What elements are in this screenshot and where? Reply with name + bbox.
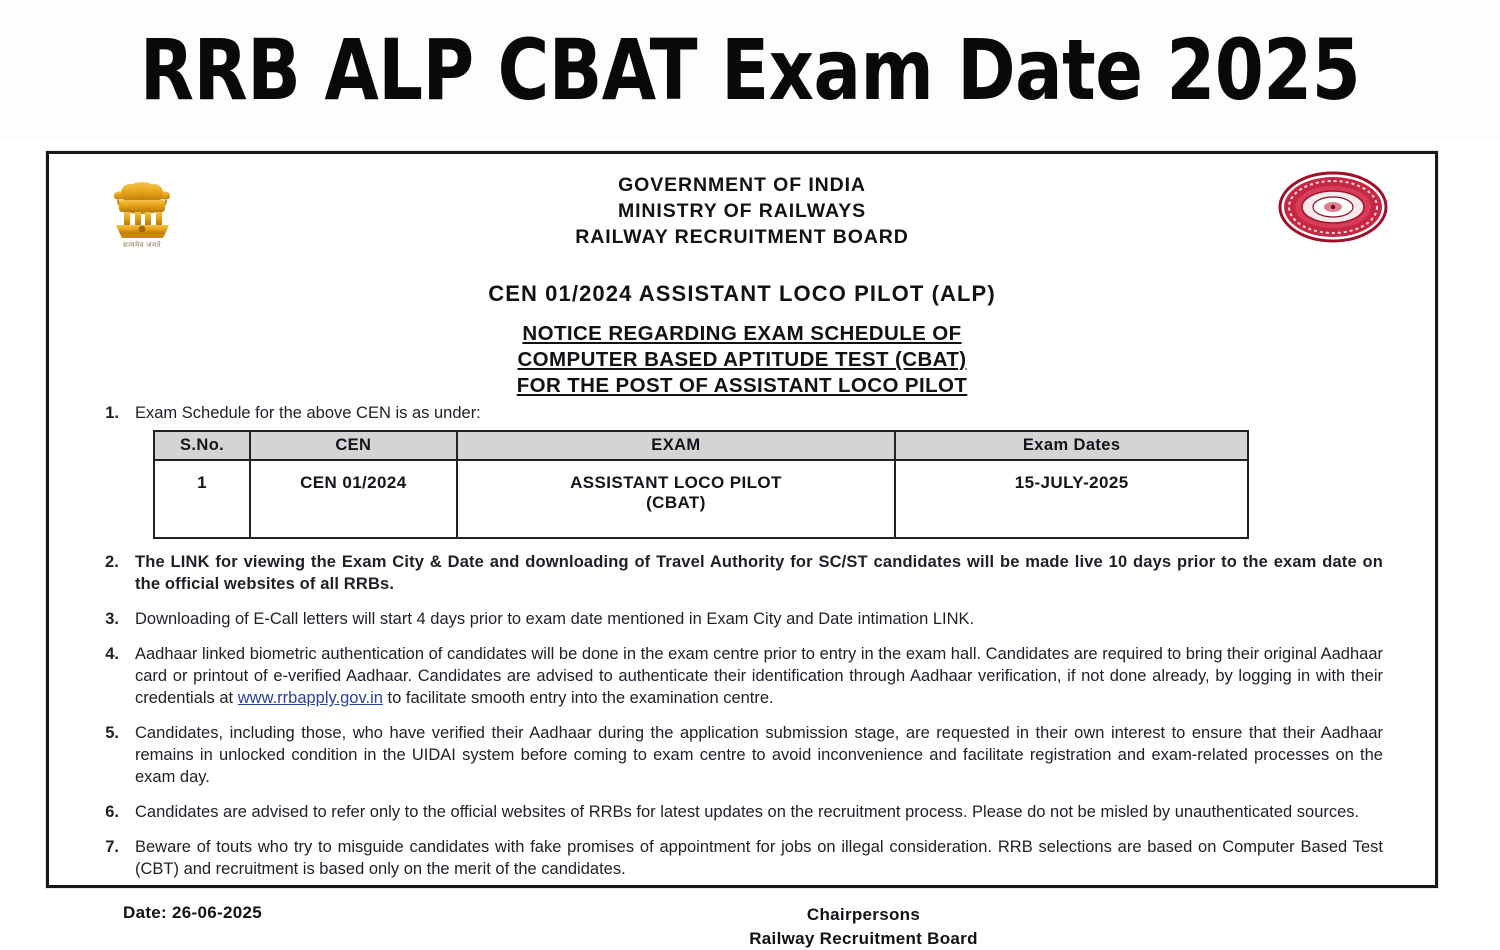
clause-7 — [79, 837, 1391, 881]
signature-organisation: Railway Recruitment Board — [749, 928, 978, 948]
clause-1-text: Exam Schedule for the above CEN is as under: — [135, 404, 481, 423]
gov-line-ministry: MINISTRY OF RAILWAYS — [617, 200, 867, 223]
table-header-sno: S.No. — [154, 431, 250, 460]
clause-area — [49, 404, 1435, 423]
gov-line-board: RAILWAY RECRUITMENT BOARD — [575, 226, 909, 249]
clause-3-number: 3. — [105, 610, 119, 629]
signature-designation: Chairpersons — [806, 904, 921, 924]
clause-2-text: The LINK for viewing the Exam City & Date and downloading of Travel Authority for SC/ST candidates will be made live 10 days prior to the exam date on the official websites of all RRBs. — [135, 553, 1383, 594]
table-header-row — [154, 431, 1248, 460]
cell-sno: 1 — [154, 460, 250, 538]
notice-title-line-2: COMPUTER BASED APTITUDE TEST (CBAT) — [517, 347, 967, 371]
notice-title-line-3: FOR THE POST OF ASSISTANT LOCO PILOT — [516, 373, 968, 397]
signature-block — [262, 903, 1345, 950]
clause-2-number: 2. — [104, 553, 119, 572]
rrbapply-link[interactable]: www.rrbapply.gov.in — [237, 689, 383, 708]
clause-4-text-after-link: to facilitate smooth entry into the examination centre. — [382, 689, 774, 708]
cell-exam — [457, 460, 896, 538]
notice-document — [46, 151, 1438, 948]
cell-dates: 15-JULY-2025 — [895, 460, 1248, 538]
document-header — [49, 154, 1435, 266]
clause-4-number: 4. — [105, 645, 119, 664]
clause-1 — [79, 404, 1391, 423]
clause-7-number: 7. — [105, 837, 119, 856]
government-heading — [49, 154, 1435, 250]
clause-list — [79, 552, 1391, 880]
clause-2 — [79, 552, 1391, 596]
clause-5-number: 5. — [105, 724, 119, 743]
clause-6-text: Candidates are advised to refer only to the official websites of RRBs for latest updates on the recruitment process. Please do not be misled by unauthenticated sources. — [135, 802, 1360, 821]
clause-6-number: 6. — [105, 802, 119, 821]
notice-document-wrapper — [0, 140, 1500, 948]
page-title-banner — [0, 0, 1500, 140]
table-header-dates: Exam Dates — [895, 431, 1248, 460]
table-header-cen: CEN — [250, 431, 456, 460]
svg-text:सत्यमेव जयते: सत्यमेव जयते — [123, 241, 161, 249]
railway-recruitment-board-seal-icon — [1277, 170, 1389, 244]
document-footer — [49, 903, 1435, 950]
cen-subheading: CEN 01/2024 ASSISTANT LOCO PILOT (ALP) — [488, 281, 996, 306]
clause-list-area — [49, 552, 1435, 880]
cell-cen: CEN 01/2024 — [250, 460, 456, 538]
cell-exam-line-1: ASSISTANT LOCO PILOT — [570, 473, 782, 493]
clause-3 — [79, 609, 1391, 631]
clause-4 — [79, 644, 1391, 710]
clause-5-text: Candidates, including those, who have verified their Aadhaar during the application submission stage, are requested in their own interest to ensure that their Aadhaar remains in unlocked condition in the UIDAI system before coming to exam centre to avoid inconvenience and facilitate registration and exam-related processes on the exam day. — [135, 724, 1383, 786]
india-national-emblem-icon — [103, 170, 181, 250]
table-row — [154, 460, 1248, 538]
notice-title-line-1: NOTICE REGARDING EXAM SCHEDULE OF — [522, 322, 962, 345]
clause-6 — [79, 802, 1391, 824]
notice-title — [49, 321, 1435, 398]
clause-1-number: 1. — [105, 404, 119, 423]
cell-exam-line-2: (CBAT) — [646, 493, 706, 513]
notice-date: Date: 26-06-2025 — [123, 902, 262, 922]
clause-7-text: Beware of touts who try to misguide candidates with fake promises of appointment for jobs on illegal consideration. RRB selections are based on Computer Based Test (CBT) and recruitment is based only on the merit of the candidates. — [135, 837, 1383, 878]
table-header-exam: EXAM — [457, 431, 896, 460]
clause-4-text — [135, 644, 1391, 710]
clause-3-text: Downloading of E-Call letters will start 4 days prior to exam date mentioned in Exam City and Date intimation LINK. — [135, 610, 975, 629]
exam-schedule-table — [153, 430, 1249, 539]
clause-5 — [79, 723, 1391, 789]
clause-4-text-before-link: Aadhaar linked biometric authentication of candidates will be done in the exam centre prior to entry in the exam hall. Candidates are required to bring their original Aadhaar card or printout of e-verified Aadhaar. Candidates are advised to authenticate their identification through Aadhaar verification, if not done already, by logging in with their credentials at — [135, 645, 1383, 708]
page-title: RRB ALP CBAT Exam Date 2025 — [139, 21, 1361, 119]
gov-line-india: GOVERNMENT OF INDIA — [618, 174, 866, 196]
